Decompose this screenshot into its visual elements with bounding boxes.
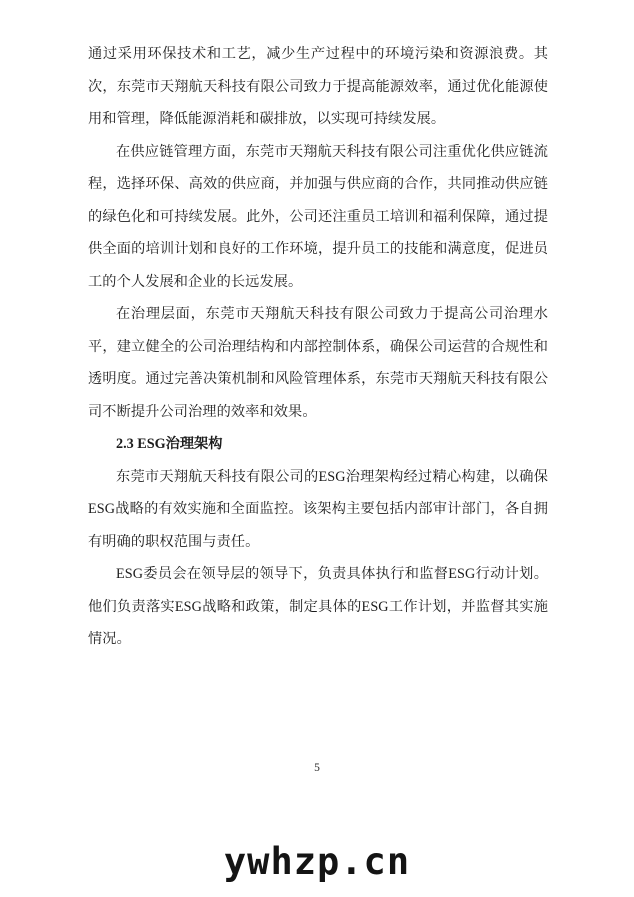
page-number: 5 [314,762,320,774]
paragraph: 东莞市天翔航天科技有限公司的ESG治理架构经过精心构建，以确保ESG战略的有效实施和全面监控。该架构主要包括内部审计部门，各自拥有明确的职权范围与责任。 [88,468,548,550]
paragraph: 在供应链管理方面，东莞市天翔航天科技有限公司注重优化供应链流程，选择环保、高效的供应商，并加强与供应商的合作，共同推动供应链的绿色化和可持续发展。此外，公司还注重员工培训和福利保障，通过提供全面的培训计划和良好的工作环境，提升员工的技能和满意度，促进员工的个人发展和企业的长远发展。 [88,143,548,290]
document-body [88,38,548,656]
paragraph: 通过采用环保技术和工艺，减少生产过程中的环境污染和资源浪费。其次，东莞市天翔航天科技有限公司致力于提高能源效率，通过优化能源使用和管理，降低能源消耗和碳排放，以实现可持续发展。 [88,46,548,127]
paragraph: ESG委员会在领导层的领导下，负责具体执行和监督ESG行动计划。他们负责落实ESG战略和政策，制定具体的ESG工作计划，并监督其实施情况。 [88,566,548,647]
paragraph: 在治理层面，东莞市天翔航天科技有限公司致力于提高公司治理水平，建立健全的公司治理结构和内部控制体系，确保公司运营的合规性和透明度。通过完善决策机制和风险管理体系，东莞市天翔航天科技有限公司不断提升公司治理的效率和效果。 [88,306,548,420]
section-heading: 2.3 ESG治理架构 [116,436,223,452]
watermark: ywhzp.cn [223,840,411,883]
